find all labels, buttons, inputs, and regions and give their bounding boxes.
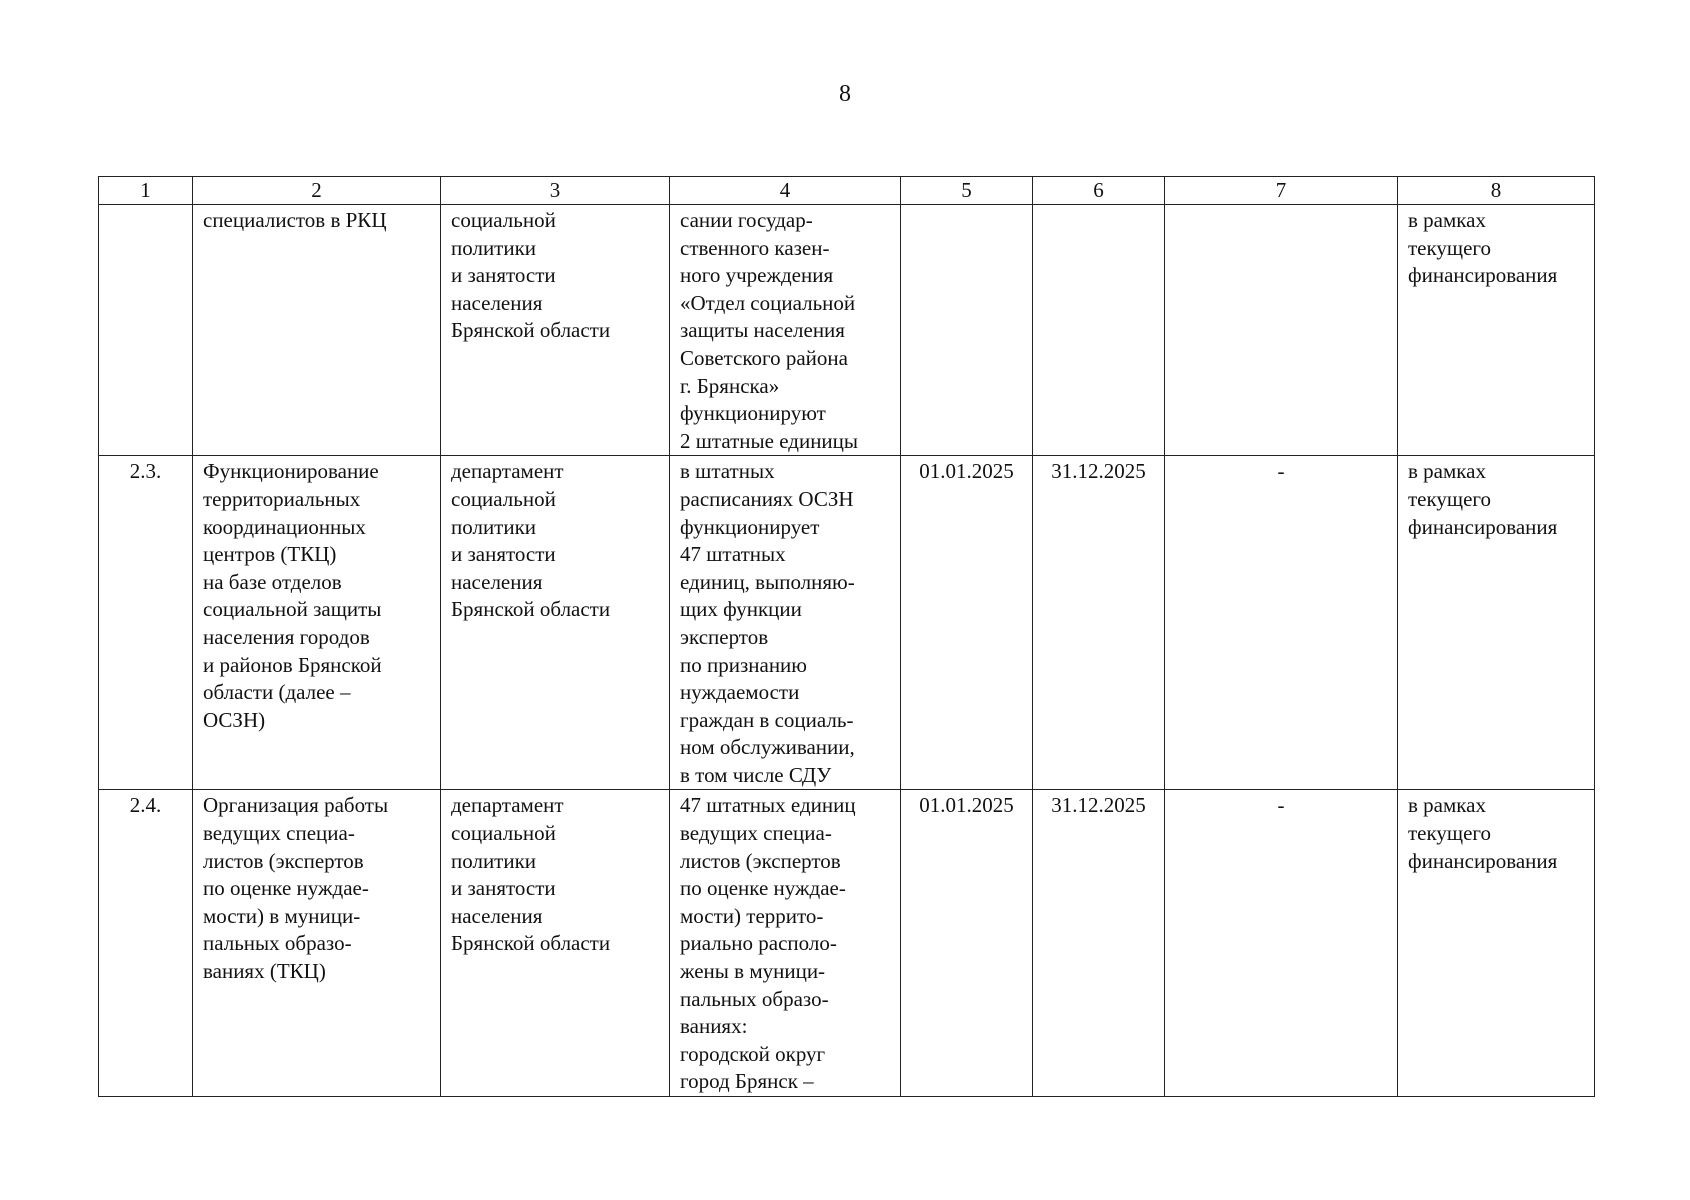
expected-result: в штатных расписаниях ОСЗН функционирует 47 штатных единиц, выполняю- щих функции экспертов по признанию нуждаемости граждан в социаль- ном обслуживании, в том числе СДУ (670, 456, 901, 790)
funding-source: в рамках текущего финансирования (1398, 205, 1595, 456)
executor: департамент социальной политики и занятости населения Брянской области (441, 456, 670, 790)
column-header: 8 (1398, 177, 1595, 205)
column-header: 1 (99, 177, 193, 205)
activity-name: специалистов в РКЦ (193, 205, 441, 456)
column-header: 6 (1033, 177, 1165, 205)
column-7-value: - (1165, 790, 1398, 1097)
column-header: 4 (670, 177, 901, 205)
start-date: 01.01.2025 (901, 456, 1033, 790)
activity-name: Организация работы ведущих специа- листов (экспертов по оценке нуждае- мости) в муници- пальных образо- ваниях (ТКЦ) (193, 790, 441, 1097)
column-header: 3 (441, 177, 670, 205)
expected-result: сании государ- ственного казен- ного учреждения «Отдел социальной защиты населения Советского района г. Брянска» функционируют 2 штатные единицы (670, 205, 901, 456)
activity-table (98, 176, 1595, 1097)
end-date: 31.12.2025 (1033, 790, 1165, 1097)
column-header: 7 (1165, 177, 1398, 205)
column-7-value: - (1165, 456, 1398, 790)
table-row (99, 456, 1595, 790)
column-number-row (99, 177, 1595, 205)
column-header: 5 (901, 177, 1033, 205)
end-date (1033, 205, 1165, 456)
page-number: 8 (839, 81, 851, 107)
executor: социальной политики и занятости населения Брянской области (441, 205, 670, 456)
column-header: 2 (193, 177, 441, 205)
row-number (99, 205, 193, 456)
executor: департамент социальной политики и занятости населения Брянской области (441, 790, 670, 1097)
table-row (99, 790, 1595, 1097)
funding-source: в рамках текущего финансирования (1398, 790, 1595, 1097)
row-number: 2.4. (99, 790, 193, 1097)
start-date (901, 205, 1033, 456)
column-7-value (1165, 205, 1398, 456)
table-row (99, 205, 1595, 456)
funding-source: в рамках текущего финансирования (1398, 456, 1595, 790)
expected-result: 47 штатных единиц ведущих специа- листов (экспертов по оценке нуждае- мости) террито- риально располо- жены в муници- пальных образо- ваниях: городской округ город Брянск – (670, 790, 901, 1097)
start-date: 01.01.2025 (901, 790, 1033, 1097)
activity-name: Функционирование территориальных координационных центров (ТКЦ) на базе отделов социальной защиты населения городов и районов Брянской области (далее – ОСЗН) (193, 456, 441, 790)
end-date: 31.12.2025 (1033, 456, 1165, 790)
row-number: 2.3. (99, 456, 193, 790)
